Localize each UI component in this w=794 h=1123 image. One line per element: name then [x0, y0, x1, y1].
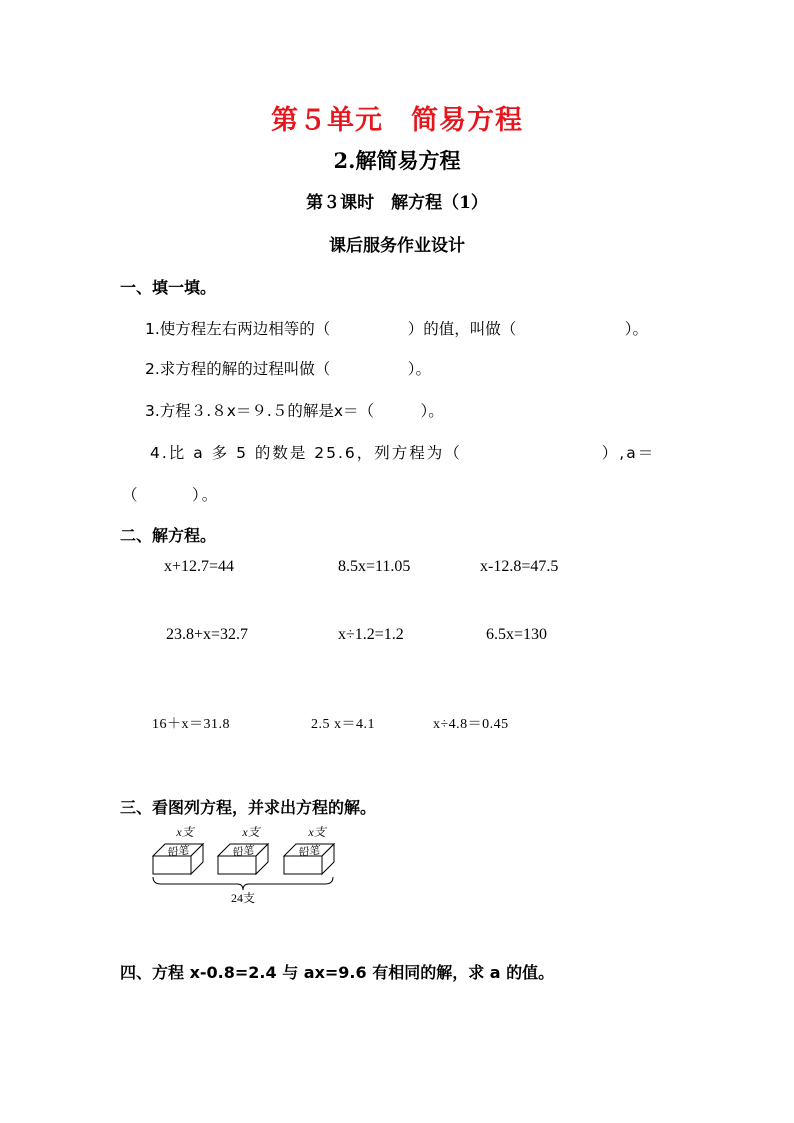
total-brace — [153, 877, 333, 890]
question-1-4: 4.比 a 多 5 的数是 25.6，列方程为（ ）,a＝ — [150, 444, 656, 462]
equation-2: 8.5x=11.05 — [338, 558, 411, 575]
count-label-3: x支 — [308, 825, 326, 839]
section-subtitle: 2.解简易方程 — [333, 148, 461, 173]
equation-1: x+12.7=44 — [164, 558, 235, 575]
equation-8: 2.5 x＝4.1 — [311, 717, 375, 732]
question-1-1: 1.使方程左右两边相等的（ ）的值，叫做（ ）。 — [145, 320, 649, 338]
pencil-box-1 — [153, 825, 203, 874]
count-label-2: x支 — [242, 825, 260, 839]
equation-7: 16＋x＝31.8 — [152, 717, 230, 732]
pencil-box-2 — [218, 825, 268, 874]
question-1-2: 2.求方程的解的过程叫做（ ）。 — [145, 360, 432, 378]
section-3-heading: 三、看图列方程，并求出方程的解。 — [120, 798, 377, 817]
equation-4: 23.8+x=32.7 — [166, 626, 249, 643]
equation-3: x-12.8=47.5 — [480, 558, 559, 575]
question-1-4-continued: （ ）。 — [122, 486, 220, 504]
section-2-heading: 二、解方程。 — [120, 526, 217, 545]
box-label-2: 铅笔 — [230, 844, 255, 860]
pencil-box-figure — [145, 822, 345, 908]
unit-title: 第５单元 简易方程 — [271, 105, 523, 136]
section-1-heading: 一、填一填。 — [120, 278, 217, 297]
design-title: 课后服务作业设计 — [329, 236, 465, 256]
box-label-1: 铅笔 — [165, 844, 190, 860]
equation-6: 6.5x=130 — [486, 626, 548, 643]
equation-5: x÷1.2=1.2 — [338, 626, 404, 643]
total-label: 24支 — [230, 891, 256, 905]
section-4-heading: 四、方程 x-0.8=2.4 与 ax=9.6 有相同的解，求 a 的值。 — [120, 963, 555, 982]
box-label-3: 铅笔 — [296, 844, 321, 860]
equation-9: x÷4.8＝0.45 — [433, 717, 509, 732]
lesson-title: 第３课时 解方程（1） — [306, 193, 488, 213]
question-1-3: 3.方程３.８x＝９.５的解是x＝（ ）。 — [145, 402, 444, 420]
pencil-box-3 — [284, 825, 334, 874]
count-label-1: x支 — [176, 825, 194, 839]
